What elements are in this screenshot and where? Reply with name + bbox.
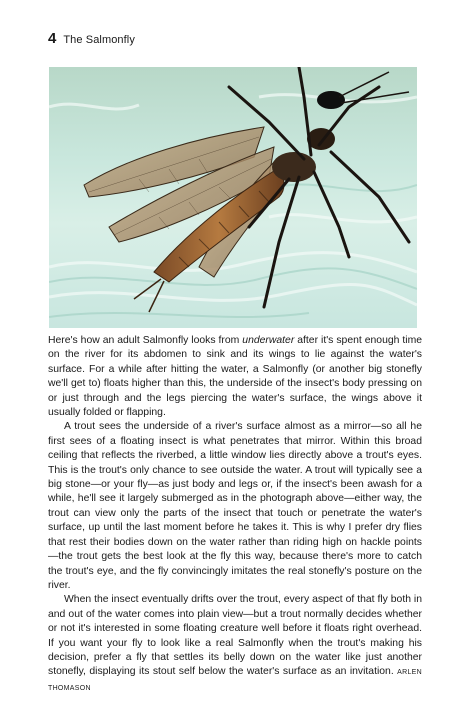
- running-title: The Salmonfly: [63, 34, 135, 46]
- salmonfly-photo: [49, 67, 417, 328]
- paragraph-1-italic: underwater: [242, 335, 295, 346]
- paragraph-1: [48, 334, 422, 420]
- running-header: [48, 30, 135, 47]
- body-text: [48, 334, 422, 696]
- photo-credit: ARLEN THOMASON: [48, 669, 422, 692]
- paragraph-1-start: Here's how an adult Salmonfly looks from: [48, 335, 243, 346]
- paragraph-1-end: after it's spent enough time on the river for its abdomen to sink and its wings to lie against the water's surface. For a while after hitting the water, a Salmonfly (or another big stonefly we'll get to) floats higher than this, the underside of the insect's body pressing on or just through and the legs piercing the water's surface, the wings above it usually folded or flapping.: [48, 335, 423, 419]
- salmonfly-illustration: [49, 67, 417, 328]
- paragraph-2: A trout sees the underside of a river's surface almost as a mirror—so all he first sees of a floating insect is what penetrates that mirror. Within this broad ceiling that reflects the riverbed, a little window lies directly above a trout's eyes. This is the trout's only chance to see outside the water. A trout will typically see a big stone—or your fly—as just body and legs or, if the insect's been awash for a while, he'll see it largely submerged as in the photograph above—either way, the trout can view only the parts of the insect that touch or penetrate the water's surface, up until the last moment before he takes it. This is why I prefer dry flies that rest their bodies down on the water rather than riding high on hackle points—the trout gets the best look at the fly this way, because there's more to catch the trout's eye, and the fly convincingly imitates the real stonefly's posture on the river.: [48, 421, 422, 591]
- paragraph-3: [48, 593, 422, 696]
- page-number: 4: [48, 30, 57, 47]
- paragraph-3-text: When the insect eventually drifts over the trout, every aspect of that fly both in and out of the water comes into plain view—but a trout normally decides whether or not it's interested in some floating creature well before it floats right overhead. If you want your fly to look like a real Salmonfly when the trout's making his decision, prefer a fly that settles its belly down on the water like just another stonefly, displaying its stout self below the water's surface as an invitation.: [48, 594, 422, 678]
